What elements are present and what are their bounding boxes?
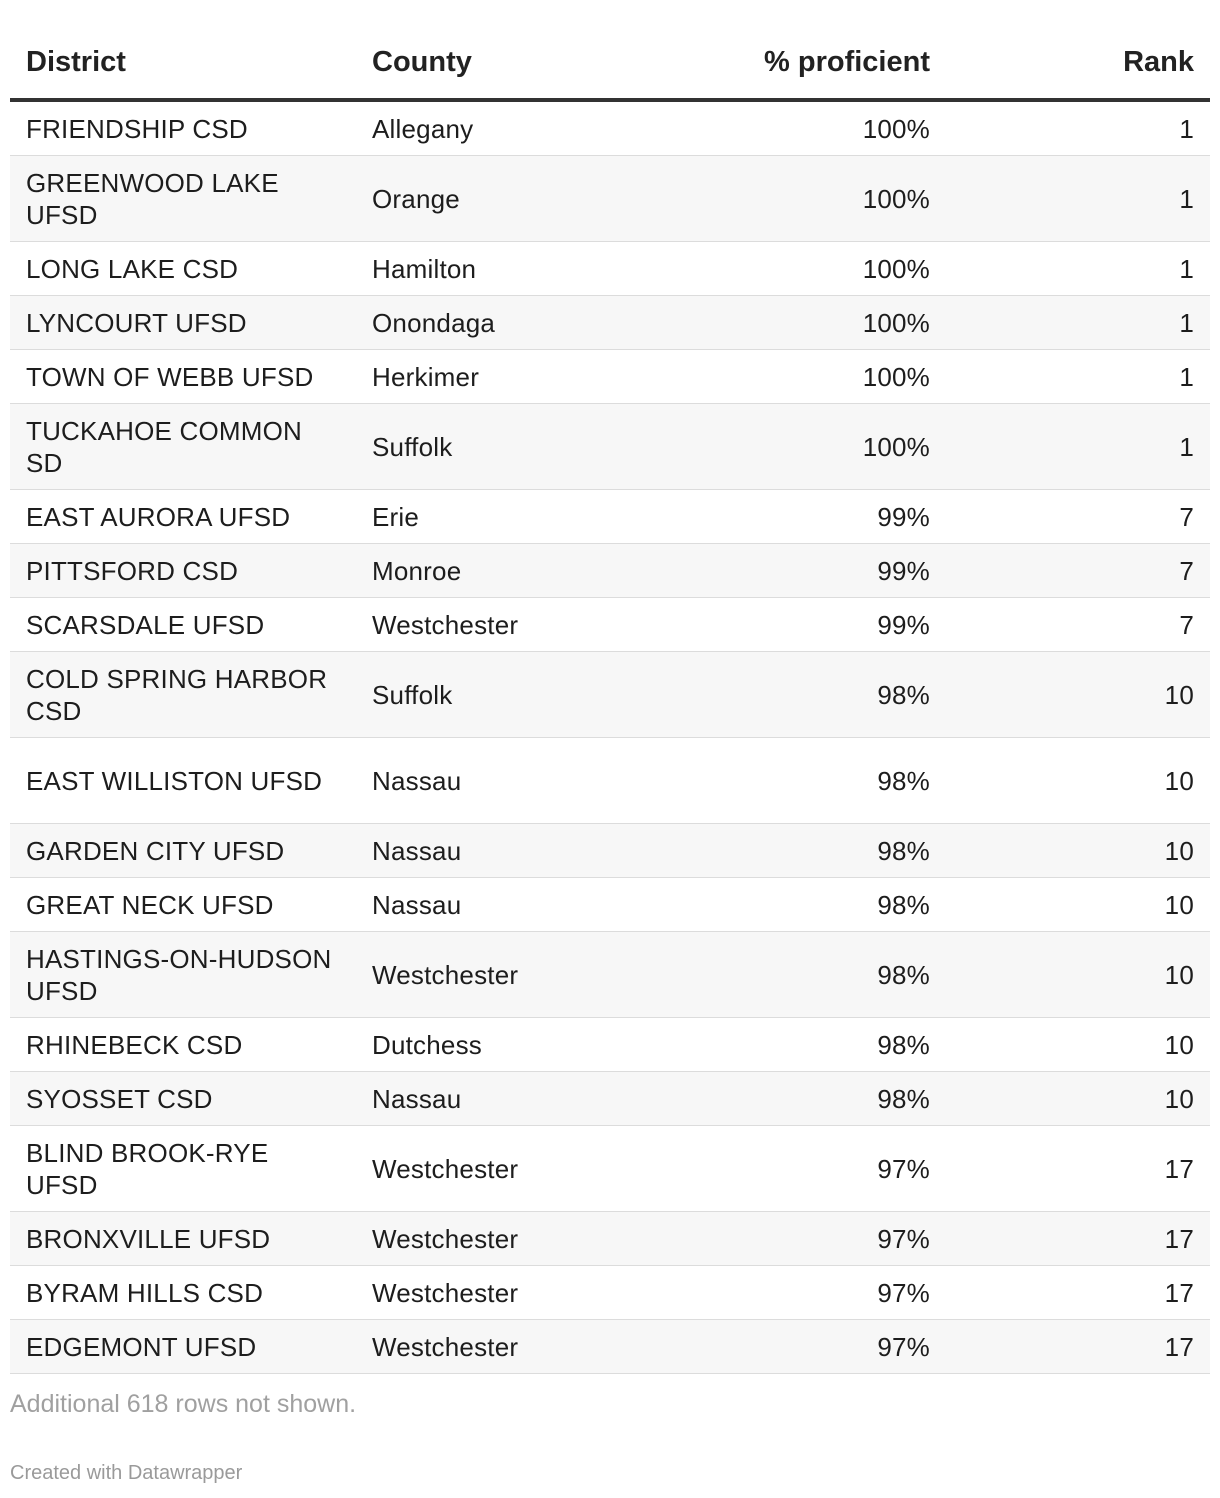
rows-not-shown-note: Additional 618 rows not shown. [10, 1390, 357, 1418]
rank-cell: 10 [946, 878, 1210, 932]
table-row [10, 100, 1210, 156]
district-cell: LYNCOURT UFSD [10, 296, 356, 350]
district-cell: GREENWOOD LAKE UFSD [10, 156, 356, 242]
county-cell: Nassau [356, 824, 596, 878]
percent-proficient-cell: 99% [596, 544, 946, 598]
rank-cell: 1 [946, 350, 1210, 404]
percent-proficient-cell: 98% [596, 1018, 946, 1072]
rank-cell: 7 [946, 544, 1210, 598]
table-row [10, 1126, 1210, 1212]
percent-proficient-cell: 100% [596, 350, 946, 404]
district-cell: TOWN OF WEBB UFSD [10, 350, 356, 404]
district-cell: EAST AURORA UFSD [10, 490, 356, 544]
rank-cell: 1 [946, 296, 1210, 350]
rank-cell: 1 [946, 404, 1210, 490]
rank-cell: 1 [946, 242, 1210, 296]
county-cell: Westchester [356, 598, 596, 652]
district-cell: BRONXVILLE UFSD [10, 1212, 356, 1266]
table-row [10, 296, 1210, 350]
county-cell: Orange [356, 156, 596, 242]
district-cell: SCARSDALE UFSD [10, 598, 356, 652]
rank-cell: 7 [946, 598, 1210, 652]
percent-proficient-cell: 99% [596, 490, 946, 544]
county-cell: Westchester [356, 1126, 596, 1212]
county-cell: Suffolk [356, 652, 596, 738]
district-cell: TUCKAHOE COMMON SD [10, 404, 356, 490]
county-cell: Westchester [356, 932, 596, 1018]
percent-proficient-cell: 98% [596, 878, 946, 932]
table-header [10, 26, 1210, 100]
percent-proficient-cell: 100% [596, 296, 946, 350]
percent-proficient-cell: 98% [596, 738, 946, 824]
table-row [10, 242, 1210, 296]
district-cell: RHINEBECK CSD [10, 1018, 356, 1072]
county-cell: Erie [356, 490, 596, 544]
county-cell: Nassau [356, 878, 596, 932]
table-row [10, 404, 1210, 490]
column-header-county[interactable]: County [356, 26, 596, 100]
rank-cell: 10 [946, 652, 1210, 738]
county-cell: Allegany [356, 100, 596, 156]
district-cell: PITTSFORD CSD [10, 544, 356, 598]
table-row [10, 1320, 1210, 1374]
district-cell: LONG LAKE CSD [10, 242, 356, 296]
percent-proficient-cell: 98% [596, 932, 946, 1018]
rank-cell: 17 [946, 1320, 1210, 1374]
county-cell: Suffolk [356, 404, 596, 490]
table-row [10, 878, 1210, 932]
table-body [10, 100, 1210, 1374]
rank-cell: 10 [946, 1072, 1210, 1126]
table-row [10, 156, 1210, 242]
district-cell: FRIENDSHIP CSD [10, 100, 356, 156]
percent-proficient-cell: 100% [596, 156, 946, 242]
percent-proficient-cell: 97% [596, 1212, 946, 1266]
percent-proficient-cell: 98% [596, 652, 946, 738]
column-header-rank[interactable]: Rank [946, 26, 1210, 100]
percent-proficient-cell: 98% [596, 1072, 946, 1126]
header-row [10, 26, 1210, 100]
datawrapper-credit: Created with Datawrapper [10, 1462, 243, 1484]
percent-proficient-cell: 97% [596, 1126, 946, 1212]
county-cell: Onondaga [356, 296, 596, 350]
percent-proficient-cell: 100% [596, 242, 946, 296]
county-cell: Westchester [356, 1320, 596, 1374]
county-cell: Westchester [356, 1266, 596, 1320]
district-cell: COLD SPRING HARBOR CSD [10, 652, 356, 738]
table-row [10, 1072, 1210, 1126]
rank-cell: 1 [946, 100, 1210, 156]
table-row [10, 1212, 1210, 1266]
district-cell: HASTINGS-ON-HUDSON UFSD [10, 932, 356, 1018]
table-row [10, 350, 1210, 404]
table-row [10, 652, 1210, 738]
rank-cell: 10 [946, 824, 1210, 878]
percent-proficient-cell: 97% [596, 1320, 946, 1374]
percent-proficient-cell: 100% [596, 100, 946, 156]
table-row [10, 932, 1210, 1018]
district-cell: BYRAM HILLS CSD [10, 1266, 356, 1320]
district-cell: BLIND BROOK-RYE UFSD [10, 1126, 356, 1212]
percent-proficient-cell: 98% [596, 824, 946, 878]
rank-cell: 10 [946, 738, 1210, 824]
county-cell: Monroe [356, 544, 596, 598]
column-header-percent-proficient[interactable]: % proficient [596, 26, 946, 100]
rank-cell: 10 [946, 932, 1210, 1018]
rank-cell: 1 [946, 156, 1210, 242]
rank-cell: 17 [946, 1212, 1210, 1266]
county-cell: Nassau [356, 738, 596, 824]
column-header-district[interactable]: District [10, 26, 356, 100]
county-cell: Hamilton [356, 242, 596, 296]
rank-cell: 17 [946, 1126, 1210, 1212]
rank-cell: 10 [946, 1018, 1210, 1072]
county-cell: Nassau [356, 1072, 596, 1126]
table-row [10, 738, 1210, 824]
table-row [10, 544, 1210, 598]
district-table [10, 26, 1210, 1374]
table-row [10, 1266, 1210, 1320]
district-cell: GARDEN CITY UFSD [10, 824, 356, 878]
data-table-container [10, 26, 1210, 1374]
county-cell: Westchester [356, 1212, 596, 1266]
district-cell: EAST WILLISTON UFSD [10, 738, 356, 824]
percent-proficient-cell: 99% [596, 598, 946, 652]
table-row [10, 598, 1210, 652]
rank-cell: 17 [946, 1266, 1210, 1320]
county-cell: Dutchess [356, 1018, 596, 1072]
table-row [10, 490, 1210, 544]
table-row [10, 824, 1210, 878]
county-cell: Herkimer [356, 350, 596, 404]
percent-proficient-cell: 100% [596, 404, 946, 490]
district-cell: EDGEMONT UFSD [10, 1320, 356, 1374]
percent-proficient-cell: 97% [596, 1266, 946, 1320]
rank-cell: 7 [946, 490, 1210, 544]
district-cell: GREAT NECK UFSD [10, 878, 356, 932]
table-row [10, 1018, 1210, 1072]
district-cell: SYOSSET CSD [10, 1072, 356, 1126]
